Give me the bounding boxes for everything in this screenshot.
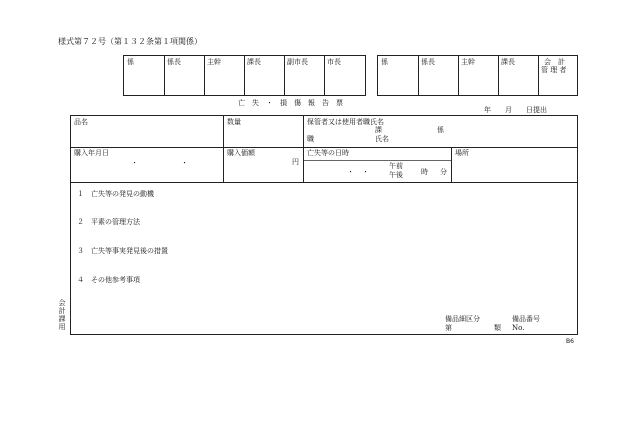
form-number: 様式第７２号（第１３２条第１項関係） [58, 37, 202, 46]
purchase-date-dot-1: ・ [131, 159, 138, 167]
loss-date-dot-1: ・ [347, 168, 354, 176]
approval-left-1: 係長 [167, 58, 181, 66]
custodian-label: 保管者又は使用者職氏名 [307, 118, 384, 126]
ka-label: 課 [375, 126, 382, 134]
main-table [70, 115, 578, 335]
paper-size: B6 [566, 338, 574, 345]
number-label: 備品番号 [512, 315, 540, 323]
fun-label: 分 [440, 168, 447, 176]
approval-kaikei [538, 56, 566, 74]
approval-left-2: 主幹 [207, 58, 221, 66]
gozen-label: 午前 [389, 162, 403, 170]
kakari-label: 係 [437, 126, 444, 134]
rui-label: 類 [494, 324, 501, 332]
approval-left-0: 係 [127, 58, 134, 66]
item-usual-management: ２ 平素の管理方法 [77, 218, 140, 226]
no-label: No. [512, 324, 525, 332]
dai-label: 第 [445, 324, 452, 332]
approval-right-2: 主幹 [461, 58, 475, 66]
approval-right-3: 課長 [501, 58, 515, 66]
side-label-2: 課 [58, 315, 66, 323]
side-label-1: 計 [58, 307, 66, 315]
approval-right-1: 係長 [421, 58, 435, 66]
item-name-label: 品名 [74, 118, 88, 126]
loss-date-dot-2: ・ [362, 168, 369, 176]
form-title: 亡 失 ・ 損 傷 報 告 票 [238, 99, 343, 107]
approval-kaikei-line1: 会 計 [544, 58, 565, 66]
gogo-label: 午後 [389, 171, 403, 179]
shoku-label: 職 [307, 135, 314, 143]
approval-box-left [123, 55, 366, 96]
approval-left-5: 市長 [327, 58, 341, 66]
place-label: 場所 [455, 149, 469, 157]
side-label-3: 用 [58, 323, 66, 331]
purchase-price-label: 購入価額 [227, 149, 255, 157]
shimei-label: 氏名 [375, 135, 389, 143]
purchase-date-label: 購入年月日 [74, 149, 109, 157]
ji-label: 時 [421, 168, 428, 176]
approval-right-0: 係 [381, 58, 388, 66]
side-label-0: 会 [58, 299, 66, 307]
side-label [58, 299, 66, 331]
approval-left-4: 副市長 [287, 58, 308, 66]
approval-kaikei-line2: 管 理 者 [541, 66, 567, 74]
item-other-notes: ４ その他参考事項 [77, 276, 140, 284]
item-discovery-motive: １ 亡失等の発見の動機 [77, 190, 154, 198]
yen-label: 円 [292, 158, 299, 166]
purchase-date-dot-2: ・ [181, 159, 188, 167]
approval-box-right [377, 55, 578, 96]
quantity-label: 数量 [227, 118, 241, 126]
approval-left-3: 課長 [247, 58, 261, 66]
category-label: 備品細区分 [445, 315, 480, 323]
item-measures-after: ３ 亡失等事実発見後の措置 [77, 247, 168, 255]
loss-datetime-label: 亡失等の日時 [307, 149, 349, 157]
submission-date: 年 月 日提出 [484, 106, 547, 114]
